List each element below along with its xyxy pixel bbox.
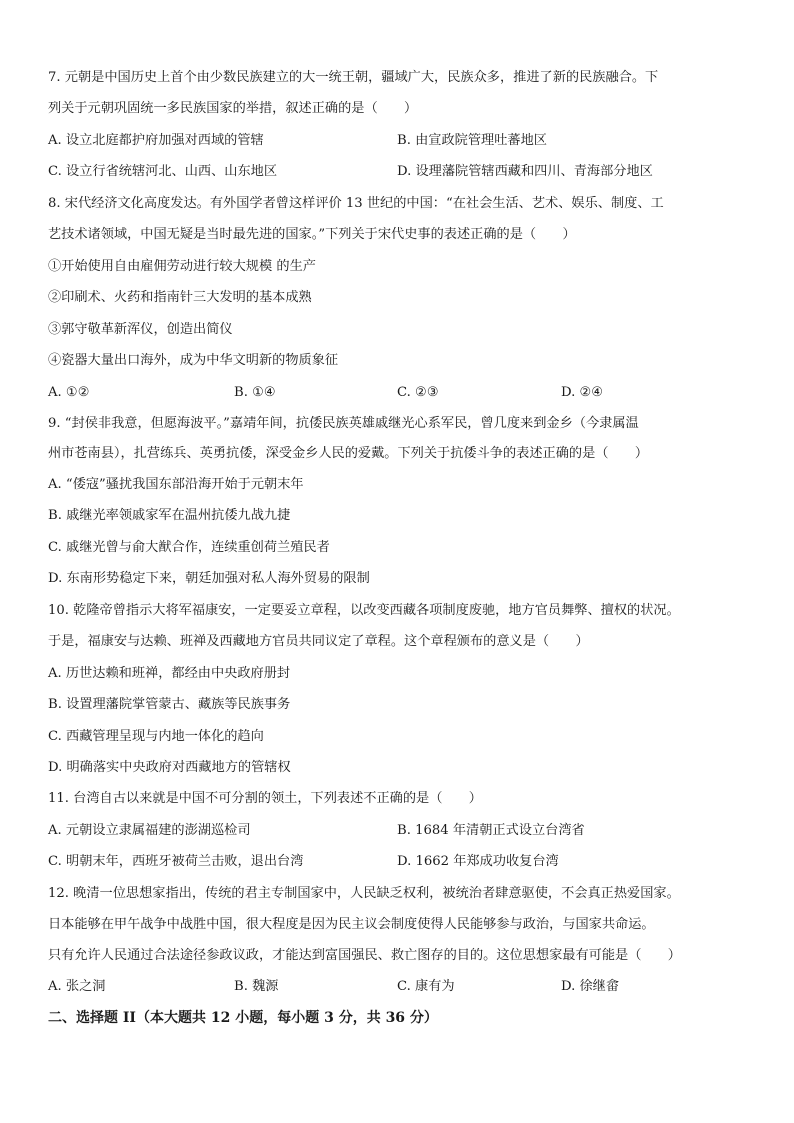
question-8-stem-line-2: 艺技术诸领域，中国无疑是当时最先进的国家。”下列关于宋代史事的表述正确的是（ ）	[48, 227, 576, 242]
question-11-option-d: D. 1662 年郑成功收复台湾	[397, 854, 559, 869]
question-12-option-c: C. 康有为	[397, 979, 455, 994]
question-12-stem-line-1: 12. 晚清一位思想家指出，传统的君主专制国家中，人民缺乏权利，被统治者肆意驱使，不会真正热爱国家。	[48, 886, 680, 901]
question-8-stem-line-1: 8. 宋代经济文化高度发达。有外国学者曾这样评价 13 世纪的中国：“在社会生活、艺术、娱乐、制度、工	[48, 196, 664, 211]
question-11-option-c: C. 明朝末年，西班牙被荷兰击败，退出台湾	[48, 854, 304, 869]
question-11-stem-line-1: 11. 台湾自古以来就是中国不可分割的领土，下列表述不正确的是（ ）	[48, 791, 482, 806]
question-10-option-a: A. 历世达赖和班禅，都经由中央政府册封	[48, 666, 291, 681]
question-10-stem-line-1: 10. 乾隆帝曾指示大将军福康安，一定要妥立章程，以改变西藏各项制度废驰，地方官员舞弊、擅权的状况。	[48, 603, 680, 618]
question-8-option-c: C. ②③	[397, 385, 439, 400]
question-9-stem-line-1: 9. “封侯非我意，但愿海波平。”嘉靖年间，抗倭民族英雄戚继光心系军民，曾几度来到金乡（今隶属温	[48, 416, 639, 431]
question-8-option-b: B. ①④	[234, 385, 276, 400]
question-7-stem-line-1: 7. 元朝是中国历史上首个由少数民族建立的大一统王朝，疆域广大，民族众多，推进了新的民族融合。下	[48, 70, 659, 85]
question-9-option-b: B. 戚继光率领戚家军在温州抗倭九战九捷	[48, 508, 291, 523]
question-12-option-a: A. 张之洞	[48, 979, 106, 994]
question-8-option-d: D. ②④	[561, 385, 604, 400]
question-12-stem-line-2: 日本能够在甲午战争中战胜中国，很大程度是因为民主议会制度使得人民能够参与政治，与国家共命运。	[48, 917, 655, 932]
question-8-option-a: A. ①②	[48, 385, 90, 400]
question-10-option-c: C. 西藏管理呈现与内地一体化的趋向	[48, 729, 264, 744]
question-12-option-d: D. 徐继畲	[561, 979, 620, 994]
question-7-option-c: C. 设立行省统辖河北、山西、山东地区	[48, 164, 278, 179]
question-8-statement-2: ②印刷术、火药和指南针三大发明的基本成熟	[48, 290, 312, 305]
question-8-statement-3: ③郭守敬革新浑仪，创造出简仪	[48, 322, 233, 337]
question-9-option-c: C. 戚继光曾与俞大猷合作，连续重创荷兰殖民者	[48, 540, 330, 555]
question-9-option-a: A. “倭寇”骚扰我国东部沿海开始于元朝末年	[48, 477, 304, 492]
question-7-option-b: B. 由宣政院管理吐蕃地区	[397, 133, 547, 148]
question-9-option-d: D. 东南形势稳定下来，朝廷加强对私人海外贸易的限制	[48, 571, 370, 586]
question-10-option-d: D. 明确落实中央政府对西藏地方的管辖权	[48, 760, 291, 775]
question-7-option-d: D. 设理藩院管辖西藏和四川、青海部分地区	[397, 164, 653, 179]
question-11-option-a: A. 元朝设立隶属福建的澎湖巡检司	[48, 823, 251, 838]
question-12-stem-line-3: 只有允许人民通过合法途径参政议政，才能达到富国强民、救亡图存的目的。这位思想家最有可能是（ ）	[48, 948, 681, 963]
question-10-option-b: B. 设置理藩院掌管蒙古、藏族等民族事务	[48, 697, 291, 712]
question-8-statement-4: ④瓷器大量出口海外，成为中华文明新的物质象征	[48, 353, 339, 368]
question-7-option-a: A. 设立北庭都护府加强对西域的管辖	[48, 133, 264, 148]
question-10-stem-line-2: 于是，福康安与达赖、班禅及西藏地方官员共同议定了章程。这个章程颁布的意义是（ ）	[48, 634, 589, 649]
question-11-option-b: B. 1684 年清朝正式设立台湾省	[397, 823, 585, 838]
question-8-statement-1: ①开始使用自由雇佣劳动进行较大规模 的生产	[48, 259, 316, 274]
question-9-stem-line-2: 州市苍南县），扎营练兵、英勇抗倭，深受金乡人民的爱戴。下列关于抗倭斗争的表述正确的是（ ）	[48, 446, 649, 461]
question-7-stem-line-2: 列关于元朝巩固统一多民族国家的举措，叙述正确的是（ ）	[48, 101, 418, 116]
section-heading: 二、选择题 II（本大题共 12 小题，每小题 3 分，共 36 分）	[48, 1010, 438, 1026]
question-12-option-b: B. 魏源	[234, 979, 279, 994]
